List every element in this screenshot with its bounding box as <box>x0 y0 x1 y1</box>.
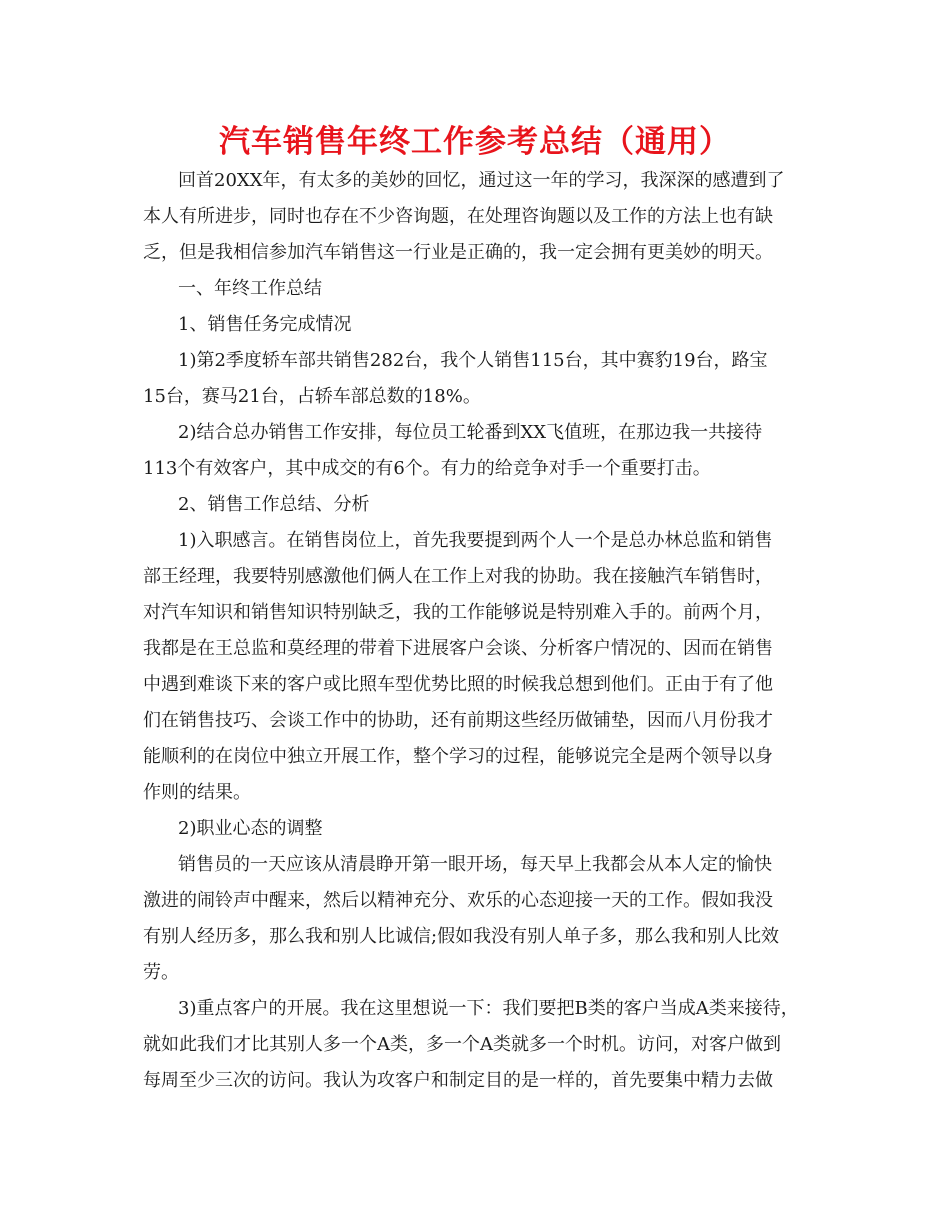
paragraph-line: 能顺利的在岗位中独立开展工作，整个学习的过程，能够说完全是两个领导以身 <box>143 746 773 767</box>
subsection-heading: 1、销售任务完成情况 <box>178 314 352 335</box>
paragraph-line: 乏，但是我相信参加汽车销售这一行业是正确的，我一定会拥有更美妙的明天。 <box>143 242 773 263</box>
paragraph-line: 回首20XX年，有太多的美妙的回忆，通过这一年的学习，我深深的感遭到了 <box>178 170 785 191</box>
paragraph-line: 们在销售技巧、会谈工作中的协助，还有前期这些经历做铺垫，因而八月份我才 <box>143 710 773 731</box>
document-title: 汽车销售年终工作参考总结（通用） <box>219 124 731 160</box>
paragraph-line: 本人有所进步，同时也存在不少咨询题，在处理咨询题以及工作的方法上也有缺 <box>143 206 773 227</box>
paragraph-line: 作则的结果。 <box>143 782 251 803</box>
paragraph-line: 15台，赛马21台，占轿车部总数的18%。 <box>143 386 481 407</box>
paragraph-line: 113个有效客户，其中成交的有6个。有力的给竞争对手一个重要打击。 <box>143 458 711 479</box>
paragraph-line: 3)重点客户的开展。我在这里想说一下：我们要把B类的客户当成A类来接待， <box>178 998 799 1019</box>
paragraph-line: 有别人经历多，那么我和别人比诚信;假如我没有别人单子多，那么我和别人比效 <box>143 926 780 947</box>
paragraph-line: 劳。 <box>143 962 179 983</box>
paragraph-line: 每周至少三次的访问。我认为攻客户和制定目的是一样的，首先要集中精力去做 <box>143 1070 773 1091</box>
paragraph-line: 我都是在王总监和莫经理的带着下进展客户会谈、分析客户情况的、因而在销售 <box>143 638 773 659</box>
paragraph-line: 1)入职感言。在销售岗位上，首先我要提到两个人一个是总办林总监和销售 <box>178 530 773 551</box>
paragraph-line: 2)结合总办销售工作安排，每位员工轮番到XX飞值班，在那边我一共接待 <box>178 422 763 443</box>
section-heading: 一、年终工作总结 <box>178 278 322 299</box>
subsection-heading: 2)职业心态的调整 <box>178 818 323 839</box>
paragraph-line: 销售员的一天应该从清晨睁开第一眼开场，每天早上我都会从本人定的愉快 <box>178 854 772 875</box>
subsection-heading: 2、销售工作总结、分析 <box>178 494 370 515</box>
paragraph-line: 部王经理，我要特别感激他们俩人在工作上对我的协助。我在接触汽车销售时， <box>143 566 773 587</box>
paragraph-line: 对汽车知识和销售知识特别缺乏，我的工作能够说是特别难入手的。前两个月， <box>143 602 773 623</box>
paragraph-line: 中遇到难谈下来的客户或比照车型优势比照的时候我总想到他们。正由于有了他 <box>143 674 773 695</box>
paragraph-line: 就如此我们才比其别人多一个A类，多一个A类就多一个时机。访问，对客户做到 <box>143 1034 781 1055</box>
paragraph-line: 1)第2季度轿车部共销售282台，我个人销售115台，其中赛豹19台，路宝 <box>178 350 768 371</box>
paragraph-line: 激进的闹铃声中醒来，然后以精神充分、欢乐的心态迎接一天的工作。假如我没 <box>143 890 773 911</box>
